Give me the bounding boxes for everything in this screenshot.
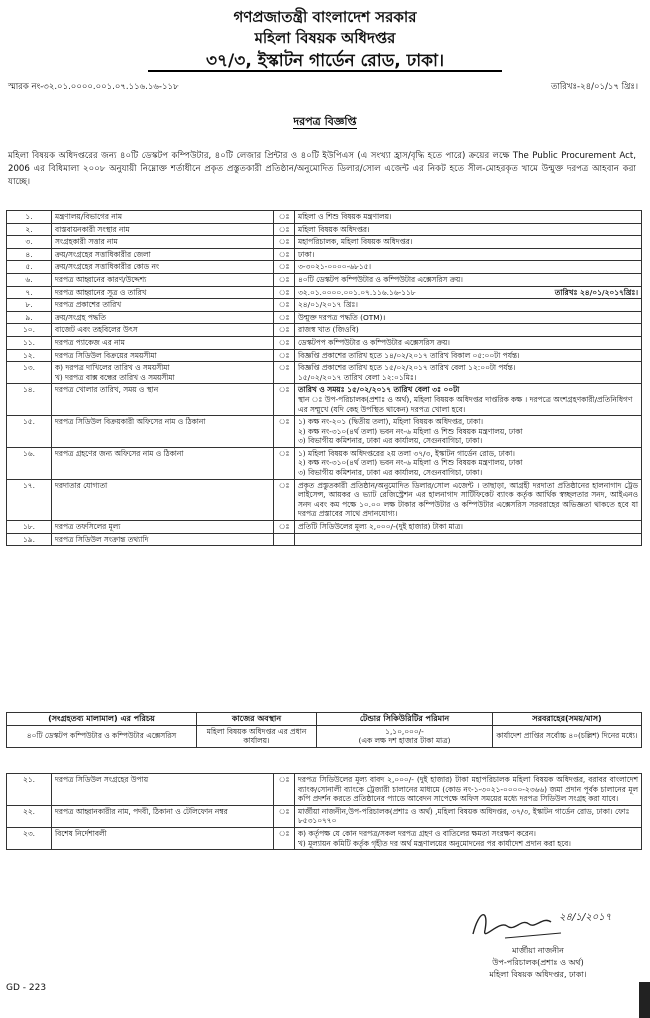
row-colon: ঃ: [274, 774, 295, 806]
row-value: [295, 533, 642, 546]
row-number: ৯.: [7, 311, 52, 324]
table-row: [7, 236, 642, 249]
row-number: ১৯.: [7, 533, 52, 546]
table-row: [7, 725, 642, 747]
row-label: দরপত্র গ্রহণের জন্য অফিসের নাম ও ঠিকানা: [52, 447, 274, 479]
table-row: [7, 521, 642, 534]
list-item: ২) কক্ষ নং-৩১০(৪র্থ তলা) ভবন নং-৬ মহিলা ও শিশু বিষয়ক মন্ত্রণালয়, ঢাকা: [298, 458, 523, 468]
list-item: ১) মহিলা বিষয়ক অধিদপ্তরের ২য় তলা ৩৭/৩, ইস্কাটন গার্ডেন রোড, ঢাকা।: [298, 448, 515, 458]
row-label: দরপত্র খোলার তারিখ, সময় ও স্থান: [52, 384, 274, 416]
column-header: সরবরাহের(সময়/মাস): [493, 713, 642, 726]
row-number: ৪.: [7, 248, 52, 261]
table-row: [7, 324, 642, 337]
signature-image: [465, 900, 615, 945]
row-number: ১৬.: [7, 447, 52, 479]
table-row: [7, 805, 642, 827]
list-item: ৩) বিভাগীয় কমিশনার, ঢাকা এর কার্যালয়, সেগুনবাগিচা, ঢাকা।: [298, 468, 483, 478]
row-number: ১১.: [7, 336, 52, 349]
row-value: [295, 286, 642, 299]
row-number: ২১.: [7, 774, 52, 806]
row-value: দরপত্র সিডিউলের মূল্য বাবদ ২,০০০/- (দুই হাজার) টাকা মহাপরিচালক মহিলা বিষয়ক অধিদপ্তর, বরাবর বাংলাদেশ ব্যাংক/সোনালী ব্যাংকে ট্রেজারী চালানের মাধ্যমে (কোড নং-১-৩০২১-০০০০-২৩৬৬) জমা প্রদান পূর্বক চালানের মূল কপি প্রদর্শন করতে প্রতিষ্ঠানের প্যাডে আবেদন সাপেক্ষে অফিস সময়ের মধ্যে দরপত্র সিডিউল সংগ্রহ করা যাবে।: [295, 774, 642, 806]
row-colon: ঃ: [274, 286, 295, 299]
notice-title: [0, 113, 650, 132]
row-label: সংগ্রহকারী সত্তার নাম: [52, 236, 274, 249]
table-row: [7, 273, 642, 286]
row-value: ঢাকা।: [295, 248, 642, 261]
row-colon: ঃ: [274, 521, 295, 534]
row-value: [295, 362, 642, 384]
reference-number: ৩২.০১.০০০০.০০১.০৭.১১৬.১৬-১১৮: [298, 287, 416, 297]
row-colon: ঃ: [274, 223, 295, 236]
row-value: [295, 447, 642, 479]
list-item: ১) কক্ষ নং-২০১ (দ্বিতীয় তলা), মহিলা বিষয়ক অধিদপ্তর, ঢাকা।: [298, 417, 484, 427]
row-colon: ঃ: [274, 211, 295, 224]
row-label: দরপত্র আহ্বানকারীর নাম, পদবী, ঠিকানা ও টেলিফোন নম্বর: [52, 805, 274, 827]
box-closing-label: খ) দরপত্র বাক্স বন্ধের তারিখ ও সময়সীমা: [55, 372, 175, 382]
table-row: [7, 223, 642, 236]
column-header: (সংগ্রহতব্য মালামাল) এর পরিচয়: [7, 713, 197, 726]
row-value: মহিলা বিষয়ক অধিদপ্তর।: [295, 223, 642, 236]
list-item: খ) মূল্যায়ন কমিটি কর্তৃক গৃহীত দর অর্থ মন্ত্রণালয়ের অনুমোদনের পর কার্যাদেশ প্রদান করা হবে।: [298, 838, 571, 848]
header-govt: গণপ্রজাতন্ত্রী বাংলাদেশ সরকার: [233, 8, 417, 26]
row-value: মহিলা ও শিশু বিষয়ক মন্ত্রণালয়।: [295, 211, 642, 224]
security-words: (এক লক্ষ দশ হাজার টাকা মাত্র): [358, 736, 451, 746]
table-row: [7, 336, 642, 349]
footer-code: GD - 223: [6, 983, 47, 993]
row-label: দরপত্র আহ্বানের কারণ/উদ্দেশ্য: [52, 273, 274, 286]
row-value: বিজ্ঞপ্তি প্রকাশের তারিখ হতে ১৪/০২/২০১৭ তারিখ বিকাল ০৫:০০টা পর্যন্ত।: [295, 349, 642, 362]
row-number: ৬.: [7, 273, 52, 286]
table-header-row: [7, 713, 642, 726]
list-item: ক) কর্তৃপক্ষ যে কোন দরপত্র/সকল দরপত্র গ্রহণ ও বাতিলের ক্ষমতা সংরক্ষণ করেন।: [298, 828, 536, 838]
signatory-office: মহিলা বিষয়ক অধিদপ্তর, ঢাকা।: [489, 970, 587, 979]
row-label: বাস্তবায়নকারী সংস্থার নাম: [52, 223, 274, 236]
row-label: মন্ত্রণালয়/বিভাগের নাম: [52, 211, 274, 224]
row-colon: ঃ: [274, 324, 295, 337]
row-number: ১৪.: [7, 384, 52, 416]
row-colon: ঃ: [274, 827, 295, 849]
security-amount: ১,১০,০০০/-: [385, 726, 424, 736]
row-value: ৪০টি ডেস্কটপ কম্পিউটার ও কম্পিউটার এক্সেসরিস ক্রয়।: [295, 273, 642, 286]
row-value: [295, 384, 642, 416]
table-row: [7, 827, 642, 849]
row-label: দরপত্র প্রকাশের তারিখ: [52, 299, 274, 312]
signatory-name: মার্জীয়া নাজনীন: [512, 946, 564, 955]
table-row: [7, 211, 642, 224]
table-row: [7, 774, 642, 806]
row-number: ১৭.: [7, 479, 52, 520]
list-item: ৩) বিভাগীয় কমিশনার, ঢাকা এর কার্যালয়, সেগুনবাগিচা, ঢাকা।: [298, 436, 483, 446]
header-underline: [148, 70, 502, 72]
row-colon: ঃ: [274, 447, 295, 479]
row-label: দরপত্র তফসিলের মূল্য: [52, 521, 274, 534]
row-label: দরপত্র সিডিউল বিক্রয়ের সময়সীমা: [52, 349, 274, 362]
row-value: [295, 416, 642, 448]
row-colon: ঃ: [274, 261, 295, 274]
scan-edge: [639, 982, 650, 1018]
notice-title-text: দরপত্র বিজ্ঞপ্তি: [293, 115, 357, 128]
table-row: [7, 362, 642, 384]
row-colon: ঃ: [274, 236, 295, 249]
tender-security: [317, 725, 493, 747]
table-row: [7, 299, 642, 312]
row-number: ৭.: [7, 286, 52, 299]
row-colon: ঃ: [274, 416, 295, 448]
row-value: ২৪/০১/২০১৭ খ্রিঃ।: [295, 299, 642, 312]
reference-date: তারিখঃ ২৪/০১/২০১৭খ্রিঃ।: [554, 287, 638, 297]
row-colon: ঃ: [274, 479, 295, 520]
row-number: ২২.: [7, 805, 52, 827]
row-label: বাজেট এবং তহবিলের উৎস: [52, 324, 274, 337]
row-value: প্রতিটি সিডিউলের মূল্য ২,০০০/-(দুই হাজার) টাকা মাত্র।: [295, 521, 642, 534]
tender-details-table-2: [6, 773, 642, 850]
row-value: রাজস্ব খাত (জিওবি): [295, 324, 642, 337]
row-label: ক্রয়/সংগ্রহের সত্তাধিকারীর কোড নং: [52, 261, 274, 274]
row-value: উন্মুক্ত দরপত্র পদ্ধতি (OTM)।: [295, 311, 642, 324]
row-value: মহাপরিচালক, মহিলা বিষয়ক অধিদপ্তর।: [295, 236, 642, 249]
row-label: দরপত্র সিডিউল বিক্রয়কারী অফিসের নাম ও ঠিকানা: [52, 416, 274, 448]
signature-block: [438, 945, 638, 981]
table-row: [7, 261, 642, 274]
row-number: ১৩.: [7, 362, 52, 384]
row-number: ১৫.: [7, 416, 52, 448]
row-number: ৩.: [7, 236, 52, 249]
table-row: [7, 286, 642, 299]
row-value: প্রকৃত প্রস্তুতকারী প্রতিষ্ঠান/অনুমোদিত ডিলার/সোল এজেন্ট । তাছাড়া, আগ্রহী দরদাতা প্রতিষ্ঠানের হালনাগাদ ট্রেড লাইসেন্স, আয়কর ও ভ্যাট রেজিস্ট্রেশন এর হালনাগাদ সার্টিফিকেট ব্যাংক কর্তৃক আর্থিক স্বচ্ছলতার সনদ, আইএনও সনদ এবং কম পক্ষে ১০.০০ লক্ষ টাকার কম্পিউটার ও কম্পিউটার এক্সেসরিস সরবরাহের অভিজ্ঞতা থাকতে হবে যা দরপত্র প্রস্তাবের সাথে প্রদানযোগ্য।: [295, 479, 642, 520]
memo-date: তারিখঃ-২৪/০১/১৭ খ্রিঃ।: [550, 82, 638, 92]
row-label: বিশেষ নির্দেশাবলী: [52, 827, 274, 849]
table-row: [7, 533, 642, 546]
table-row: [7, 311, 642, 324]
row-label: দরপত্র প্যাকেজ এর নাম: [52, 336, 274, 349]
row-label: দরপত্র আহ্বানের সূত্র ও তারিখ: [52, 286, 274, 299]
intro-paragraph: মহিলা বিষয়ক অধিদপ্তরের জন্য ৪০টি ডেস্কটপ কম্পিউটার, ৪০টি লেজার প্রিন্টার ও ৪০টি ইউপিএস (এ সংখ্যা হ্রাস/বৃদ্ধি হতে পারে) ক্রয়ের লক্ষে The Public Procurement Act, 2006 এর বিধিমালা ২০০৮ অনুযায়ী নিম্নোক্ত শর্তাধীনে প্রকৃত প্রস্তুতকারী প্রতিষ্ঠান/অনুমোদিত ডিলার/সোল এজেন্ট এর নিকট হতে সীল-মোহরকৃত খামে উন্মুক্ত দরপত্র আহবান করা যাচ্ছে।: [8, 151, 636, 187]
row-colon: ঃ: [274, 299, 295, 312]
column-header: কাজের অবস্থান: [197, 713, 317, 726]
row-value: ডেস্কটপপ কম্পিউটার ও কম্পিউটার এক্সেসরিস ক্রয়।: [295, 336, 642, 349]
signatory-designation: উপ-পরিচালক(প্রশাঃ ও অর্থ): [492, 958, 584, 967]
opening-datetime: তারিখ ও সময়ঃ ১৫/০২/২০১৭ তারিখ বেলা ৩ঃ ০০টা: [298, 385, 460, 395]
goods-item: ৪০টি ডেস্কটপ কম্পিউটার ও কম্পিউটার এক্সেসরিস: [7, 725, 197, 747]
row-colon: ঃ: [274, 311, 295, 324]
row-colon: ঃ: [274, 248, 295, 261]
work-location: মহিলা বিষয়ক অধিদপ্তর এর প্রধান কার্যালয়।: [197, 725, 317, 747]
row-label: [52, 362, 274, 384]
table-row: [7, 248, 642, 261]
row-number: ২.: [7, 223, 52, 236]
row-number: ১.: [7, 211, 52, 224]
header-address: ৩৭/৩, ইস্কাটন গার্ডেন রোড, ঢাকা।: [205, 51, 445, 71]
row-label: দরদাতার যোগ্যতা: [52, 479, 274, 520]
row-colon: ঃ: [274, 805, 295, 827]
row-value: [295, 827, 642, 849]
tender-details-table: [6, 210, 642, 546]
row-colon: ঃ: [274, 349, 295, 362]
row-number: ১২.: [7, 349, 52, 362]
table-row: [7, 447, 642, 479]
opening-place: স্থান ঃ উপ-পরিচালক(প্রশাঃ ও অর্থ), মহিলা বিষয়ক অধিদপ্তর দাপ্তরিক কক্ষ । দরপত্রে অংশগ্রহণকারী/প্রতিনিধিগণ এর সম্মুখে (যদি কেহ উপস্থিত থাকেন) দরপত্র খোলা হবে।: [298, 394, 633, 414]
row-label: ক্রয়/সংগ্রহের সত্তাধিকারীর জেলা: [52, 248, 274, 261]
list-item: ২) কক্ষ নং-৩১০(৪র্থ তলা) ভবন নং-৬ মহিলা ও শিশু বিষয়ক মন্ত্রণালয়, ঢাকা: [298, 426, 523, 436]
row-number: ১০.: [7, 324, 52, 337]
signature-date: ২৪/১/২০১৭: [559, 912, 612, 923]
submission-label: ক) দরপত্র দাখিলের তারিখ ও সময়সীমা: [55, 363, 170, 373]
row-number: ৮.: [7, 299, 52, 312]
row-number: ২৩.: [7, 827, 52, 849]
table-row: [7, 479, 642, 520]
row-value: মার্জীয়া নাজনীন,উপ-পরিচালক(প্রশাঃ ও অর্থ) ,মহিলা বিষয়ক অধিদপ্তর, ৩৭/৩, ইস্কাটন গার্ডেন রোড, ঢাকা। ফোঃ ৮৫৩১০৭৭০: [295, 805, 642, 827]
row-colon: [274, 533, 295, 546]
row-label: ক্রয়/সংগ্রহ পদ্ধতি: [52, 311, 274, 324]
row-value: ৩-৩০২১-০০০০-৬৮১৫।: [295, 261, 642, 274]
row-number: ৫.: [7, 261, 52, 274]
table-row: [7, 416, 642, 448]
delivery-time: কার্যাদেশ প্রাপ্তির সর্বোচ্চ ৪০(চল্লিশ) দিনের মধ্যে।: [493, 725, 642, 747]
row-colon: ঃ: [274, 336, 295, 349]
submission-deadline: বিজ্ঞপ্তি প্রকাশের তারিখ হতে ১৫/০২/২০১৭ তারিখ বেলা ১২:০০টা পর্যন্ত।: [298, 363, 516, 373]
row-colon: ঃ: [274, 273, 295, 286]
column-header: টেন্ডার সিকিউরিটির পরিমান: [317, 713, 493, 726]
row-label: দরপত্র সিডিউল সংক্রান্ত তথ্যাদি: [52, 533, 274, 546]
table-row: [7, 349, 642, 362]
row-label: দরপত্র সিডিউল সংগ্রহের উপায়: [52, 774, 274, 806]
header-dept: মহিলা বিষয়ক অধিদপ্তর: [254, 29, 396, 47]
row-colon: ঃ: [274, 384, 295, 416]
row-colon: ঃ: [274, 362, 295, 384]
box-closing-time: ১৫/০২/২০১৭ তারিখ বেলা ১২:০১মিঃ।: [298, 372, 417, 382]
row-number: ১৮.: [7, 521, 52, 534]
memo-number: স্মারক নং-৩২.০১.০০০০.০০১.০৭.১১৬.১৬-১১৮: [8, 82, 179, 92]
goods-table: [6, 712, 642, 748]
table-row: [7, 384, 642, 416]
